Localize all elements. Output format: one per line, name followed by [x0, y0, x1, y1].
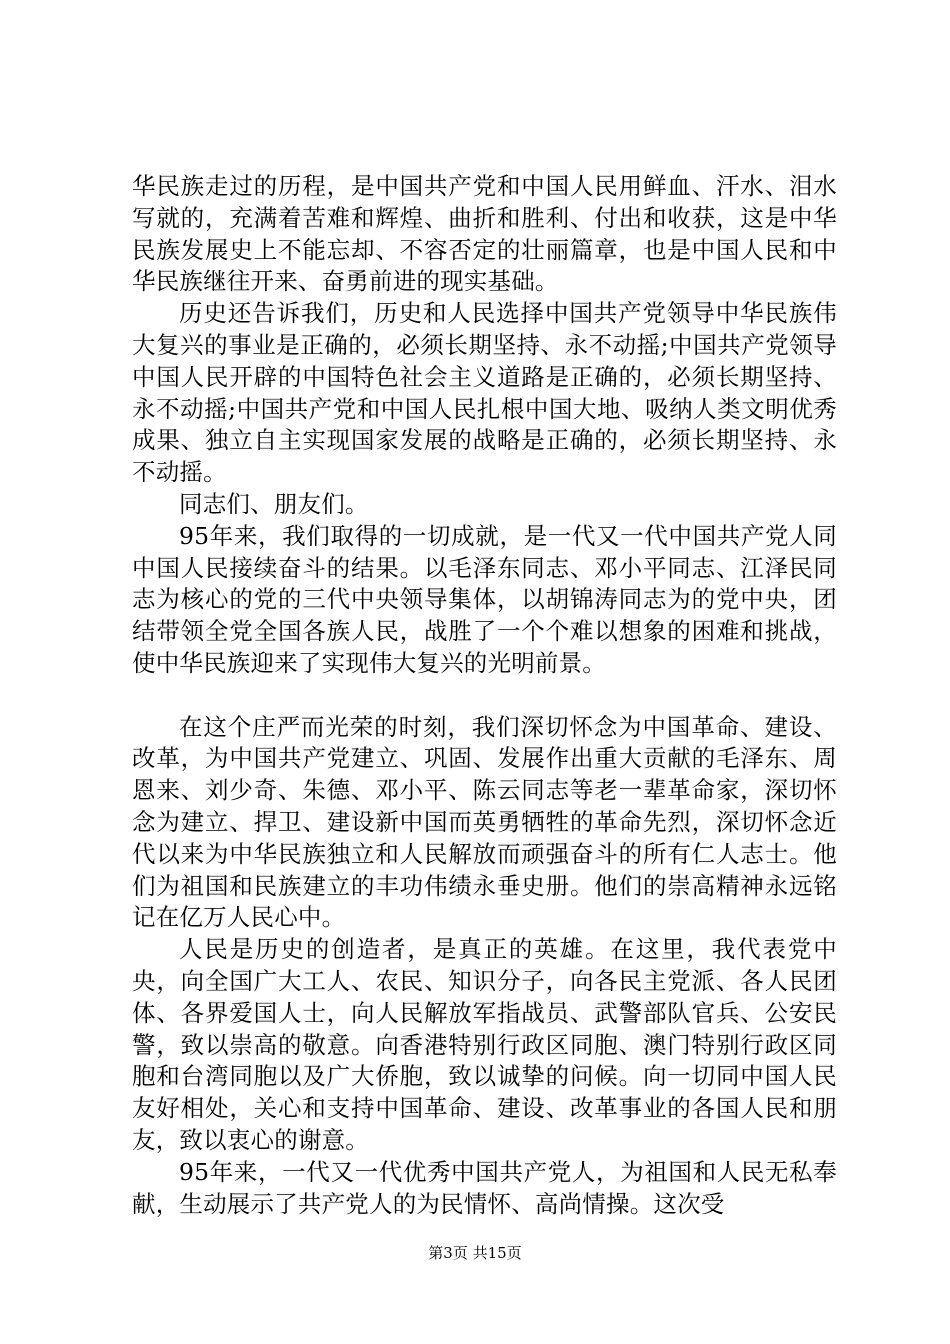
paragraph-2: 历史还告诉我们，历史和人民选择中国共产党领导中华民族伟大复兴的事业是正确的，必须长期坚持、永不动摇;中国共产党领导中国人民开辟的中国特色社会主义道路是正确的，必须长期坚持、永不动摇;中国共产党和中国人民扎根中国大地、吸纳人类文明优秀成果、独立自主实现国家发展的战略是正确的，必须长期坚持、永不动摇。 — [132, 299, 837, 487]
paragraph-4: 95年来，我们取得的一切成就，是一代又一代中国共产党人同中国人民接续奋斗的结果。以毛泽东同志、邓小平同志、江泽民同志为核心的党的三代中央领导集体，以胡锦涛同志为的党中央，团结带领全党全国各族人民，战胜了一个个难以想象的困难和挑战，使中华民族迎来了实现伟大复兴的光明前景。 — [132, 521, 837, 677]
paragraph-5: 在这个庄严而光荣的时刻，我们深切怀念为中国革命、建设、改革，为中国共产党建立、巩固、发展作出重大贡献的毛泽东、周恩来、刘少奇、朱德、邓小平、陈云同志等老一辈革命家，深切怀念为建立、捍卫、建设新中国而英勇牺牲的革命先烈，深切怀念近代以来为中华民族独立和人民解放而顽强奋斗的所有仁人志士。他们为祖国和民族建立的丰功伟绩永垂史册。他们的崇高精神永远铭记在亿万人民心中。 — [132, 712, 837, 932]
paragraph-3: 同志们、朋友们。 — [179, 489, 369, 518]
paragraph-1: 华民族走过的历程，是中国共产党和中国人民用鲜血、汗水、泪水写就的，充满着苦难和辉煌、曲折和胜利、付出和收获，这是中华民族发展史上不能忘却、不容否定的壮丽篇章，也是中国人民和中华民族继往开来、奋勇前进的现实基础。 — [132, 172, 837, 296]
paragraph-7: 95年来，一代又一代优秀中国共产党人，为祖国和人民无私奉献，生动展示了共产党人的为民情怀、高尚情操。这次受 — [132, 1157, 837, 1218]
paragraph-6: 人民是历史的创造者，是真正的英雄。在这里，我代表党中央，向全国广大工人、农民、知识分子，向各民主党派、各人民团体、各界爱国人士，向人民解放军指战员、武警部队官兵、公安民警，致以崇高的敬意。向香港特别行政区同胞、澳门特别行政区同胞和台湾同胞以及广大侨胞，致以诚挚的问候。向一切同中国人民友好相处，关心和支持中国革命、建设、改革事业的各国人民和朋友，致以衷心的谢意。 — [132, 935, 837, 1154]
paragraph-spacer — [132, 680, 837, 712]
page-footer: 第3页 共15页 — [428, 1244, 522, 1262]
document-body — [132, 171, 837, 1220]
